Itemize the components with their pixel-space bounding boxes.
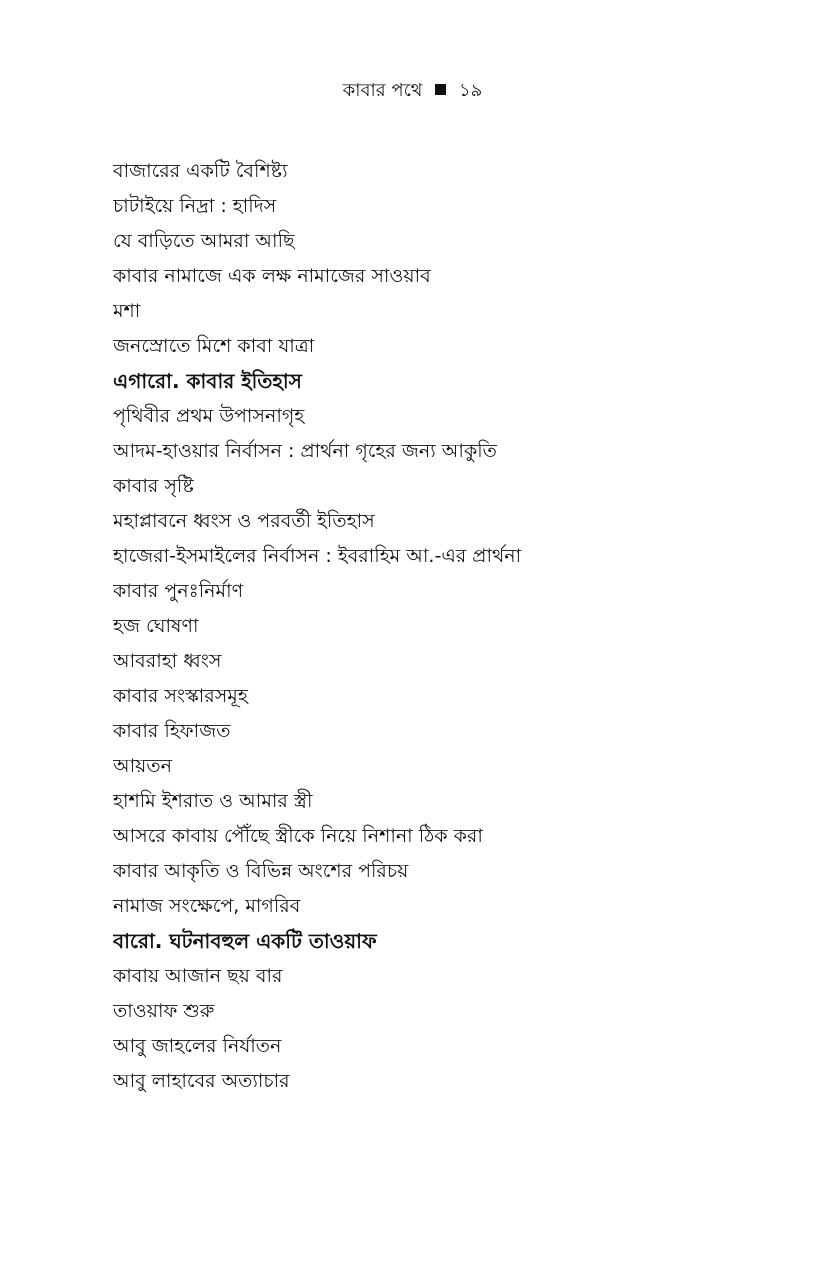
table-of-contents <box>113 154 803 1099</box>
square-separator-icon <box>435 84 446 95</box>
toc-entry: মশা <box>113 300 141 322</box>
toc-entry: হাশমি ইশরাত ও আমার স্ত্রী <box>113 790 313 812</box>
toc-entry: হাজেরা-ইসমাইলের নির্বাসন : ইবরাহিম আ.-এর প্রার্থনা <box>113 545 522 567</box>
toc-entry: কাবার পুনঃনির্মাণ <box>113 580 244 602</box>
toc-entry: আয়তন <box>113 755 172 777</box>
toc-entry: তাওয়াফ শুরু <box>113 1000 215 1022</box>
toc-entry: আসরে কাবায় পৌঁছে স্ত্রীকে নিয়ে নিশানা ঠিক করা <box>113 825 483 847</box>
toc-entry: হজ ঘোষণা <box>113 615 199 637</box>
toc-entry: আবরাহা ধ্বংস <box>113 650 222 672</box>
toc-entry: কাবার সৃষ্টি <box>113 475 194 497</box>
toc-entry: জনস্রোতে মিশে কাবা যাত্রা <box>113 335 315 357</box>
toc-entry: যে বাড়িতে আমরা আছি <box>113 230 295 252</box>
toc-entry: আবু জাহলের নির্যাতন <box>113 1035 282 1057</box>
book-title: কাবার পথে <box>342 80 423 101</box>
toc-entry: কাবার আকৃতি ও বিভিন্ন অংশের পরিচয় <box>113 860 409 882</box>
toc-entry: আদম-হাওয়ার নির্বাসন : প্রার্থনা গৃহের জন্য আকুতি <box>113 440 497 462</box>
toc-entry: কাবার হিফাজত <box>113 720 231 742</box>
toc-entry: কাবার নামাজে এক লক্ষ নামাজের সাওয়াব <box>113 265 431 287</box>
toc-entry: বাজারের একটি বৈশিষ্ট্য <box>113 160 288 182</box>
toc-entry: কাবার সংস্কারসমূহ <box>113 685 248 707</box>
running-header <box>0 78 825 104</box>
chapter-heading: বারো. ঘটনাবহুল একটি তাওয়াফ <box>113 929 377 953</box>
toc-entry: চাটাইয়ে নিদ্রা : হাদিস <box>113 195 277 217</box>
toc-entry: আবু লাহাবের অত্যাচার <box>113 1070 290 1092</box>
page-number: ১৯ <box>458 80 483 101</box>
toc-entry: মহাপ্লাবনে ধ্বংস ও পরবর্তী ইতিহাস <box>113 510 375 532</box>
toc-entry: কাবায় আজান ছয় বার <box>113 965 283 987</box>
toc-entry: পৃথিবীর প্রথম উপাসনাগৃহ <box>113 405 305 427</box>
toc-entry: নামাজ সংক্ষেপে, মাগরিব <box>113 895 301 917</box>
chapter-heading: এগারো. কাবার ইতিহাস <box>113 369 302 393</box>
